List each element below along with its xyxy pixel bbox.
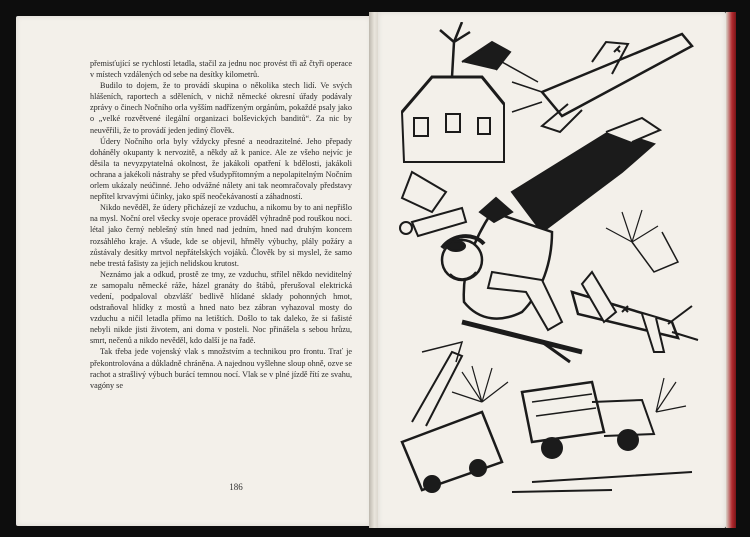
left-page [16, 16, 371, 526]
page-edge [726, 12, 736, 528]
paragraph: Budilo to dojem, že to provádí skupina o několika stech lidí. Ve svých hlášeních, raportech a sděleních, v nichž německé okresní úřady podávaly zprávy o činech Nočního orla vyšším nadřízeným orgánům, pokaždé psaly jako o „velké rozvětvené ilegální organizaci bolševických banditů“. Za nic by neuvěřili, že to provádí jeden jediný člověk. [90, 81, 352, 135]
war-illustration [392, 22, 710, 500]
paragraph: přemisťující se rychlostí letadla, stačil za jednu noc provést tři až čtyři operace v místech vzdálených od sebe na desítky kilometrů. [90, 59, 352, 80]
burning-plane-drawing [502, 34, 692, 132]
paragraph: Údery Nočního orla byly vždycky přesné a neodrazitelné. Jeho přepady doháněly okupanty k nervozitě, a někdy až k panice. Ale ze všeho nejvíc je děsila ta nevyzpytatelná okolnost, že jakákoli opatření k bdělosti, jakákoli ochrana a jakékoli nástrahy se před všudypřítomným a nepolapitelným Nočním orlem ukázaly neúčinné. Jeho odvážné nálety ani tak neomračovaly představy nepřítel krvavými účinky, jako spíš neočekávaností a záhadností. [90, 136, 352, 202]
military-truck-drawing [522, 382, 654, 458]
paragraph: Nikdo nevěděl, že údery přicházejí ze vzduchu, a nikomu by to ani nepřišlo na mysl. Noční orel všecky svoje operace prováděl výhradně pod rouškou noci. létal jako černý neblešný stín hned nad jedním, hned nad druhým koncem rozsáhlého kraje. A všude, kde se objevil, hřměly výbuchy, plály požáry a zůstávaly desítky mrtvol nepřátelských vojáků. Člověk by si myslel, že samo nebe trestá fašisty za jejich nelidskou krutost. [90, 203, 352, 268]
fighter-plane-drawing [572, 232, 698, 352]
burning-house-drawing [402, 22, 510, 162]
fallen-soldiers-drawing [400, 172, 466, 236]
body-text [90, 58, 352, 391]
page-number: 186 [229, 482, 243, 492]
paragraph: Tak třeba jede vojenský vlak s množstvím a technikou pro frontu. Trať je překontrolována a důkladně chráněna. A najednou vyšlehne sloup ohně, ozve se rachot a strašlivý výbuch burácí temnou nocí. Vlak se v plné jízdě řítí ze svahu, vagóny se [90, 347, 352, 390]
paragraph: Neznámo jak a odkud, prostě ze tmy, ze vzduchu, střílel někdo neviditelný ze samopalu německé ráže, házel granáty do štábů, přerušoval elektrická vedení, podpaloval obzvlášť bedlivě hlídané sklady pohonných hmot, odstraňoval hlídky z mostů a hned nato bez zábran vyhazoval mosty do vzduchu a ničil letadla přímo na letištích. Došlo to tak daleko, že si fašisté nebyli nikde jisti životem, ani doma v posteli. Noc přinášela s sebou hrůzu, smrt, nečenů a nikdo nevěděl, kdo další je na řadě. [90, 269, 352, 346]
train-drawing [402, 342, 502, 492]
